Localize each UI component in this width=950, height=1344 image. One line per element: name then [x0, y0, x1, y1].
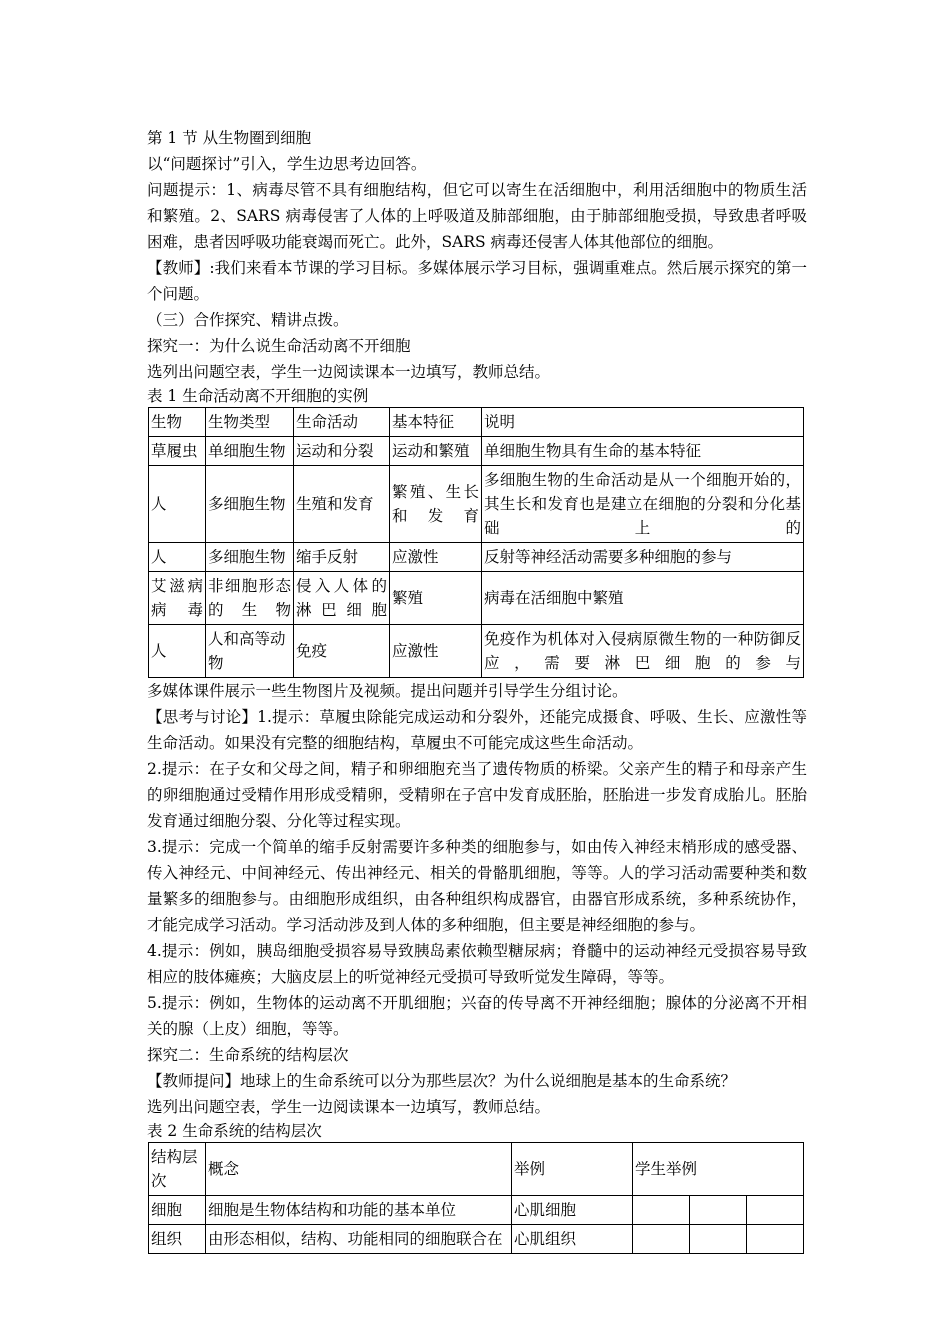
empty-cell: [633, 1196, 690, 1225]
table-header-cell: 基本特征: [390, 408, 482, 437]
table-cell: 细胞: [149, 1196, 206, 1225]
table-cell: 多细胞生物的生命活动是从一个细胞开始的，其生长和发育也是建立在细胞的分裂和分化基础上的: [482, 466, 804, 543]
intro-line: 以“问题探讨”引入，学生边思考边回答。: [147, 155, 427, 173]
table-cell: 组织: [149, 1225, 206, 1254]
table1: [148, 407, 804, 678]
table-row: [149, 625, 804, 678]
table2: [148, 1142, 804, 1254]
table-cell: 非细胞形态的生物: [206, 572, 294, 625]
table-row: [149, 466, 804, 543]
table-cell: 缩手反射: [294, 543, 390, 572]
table-row: [149, 543, 804, 572]
table-cell: 多细胞生物: [206, 466, 294, 543]
table-cell: 草履虫: [149, 437, 206, 466]
table-row: [149, 1225, 804, 1254]
discussion-5: 5.提示：例如，生物体的运动离不开肌细胞；兴奋的传导离不开神经细胞；腺体的分泌离不开相关的腺（上皮）细胞，等等。: [147, 994, 807, 1038]
table-cell: 心肌细胞: [512, 1196, 633, 1225]
explore-2-heading: 探究二：生命系统的结构层次: [147, 1046, 349, 1064]
empty-cell: [690, 1196, 747, 1225]
discussion-2: 2.提示：在子女和父母之间，精子和卵细胞充当了遗传物质的桥梁。父亲产生的精子和母亲产生的卵细胞通过受精作用形成受精卵，受精卵在子宫中发育成胚胎，胚胎进一步发育成胎儿。胚胎发育通过细胞分裂、分化等过程实现。: [147, 760, 807, 830]
table-cell: 单细胞生物具有生命的基本特征: [482, 437, 804, 466]
table-cell: 人: [149, 543, 206, 572]
table-header-row: [149, 1143, 804, 1196]
table2-caption: 表 2 生命系统的结构层次: [147, 1122, 322, 1140]
table-header-cell: 生物类型: [206, 408, 294, 437]
table-header-cell: 生物: [149, 408, 206, 437]
table-cell: 病毒在活细胞中繁殖: [482, 572, 804, 625]
table-cell: 免疫作为机体对入侵病原微生物的一种防御反应，需要淋巴细胞的参与: [482, 625, 804, 678]
empty-cell: [690, 1225, 747, 1254]
table-cell: 应激性: [390, 543, 482, 572]
teacher-note: 【教师】:我们来看本节课的学习目标。多媒体展示学习目标，强调重难点。然后展示探究的第一个问题。: [147, 259, 807, 303]
explore-1-heading: 探究一：为什么说生命活动离不开细胞: [147, 337, 411, 355]
table-cell: 繁殖: [390, 572, 482, 625]
table-cell: 应激性: [390, 625, 482, 678]
table-cell: 免疫: [294, 625, 390, 678]
discussion-4: 4.提示：例如，胰岛细胞受损容易导致胰岛素依赖型糖尿病；脊髓中的运动神经元受损容易导致相应的肢体瘫痪；大脑皮层上的听觉神经元受损可导致听觉发生障碍，等等。: [147, 942, 807, 986]
table-header-row: [149, 408, 804, 437]
empty-cell: [747, 1196, 804, 1225]
table-header-cell: 举例: [512, 1143, 633, 1196]
table-row: [149, 1196, 804, 1225]
table-cell: 繁殖、生长和发育: [390, 466, 482, 543]
table-cell: 侵入人体的淋巴细胞: [294, 572, 390, 625]
instruction-line-2: 选列出问题空表，学生一边阅读课本一边填写，教师总结。: [147, 1098, 551, 1116]
section-3-heading: （三）合作探究、精讲点拨。: [147, 311, 349, 329]
table-cell: 多细胞生物: [206, 543, 294, 572]
discussion-3: 3.提示：完成一个简单的缩手反射需要许多种类的细胞参与，如由传入神经末梢形成的感受器、传入神经元、中间神经元、传出神经元、相关的骨骼肌细胞，等等。人的学习活动需要种类和数量繁多的细胞参与。由细胞形成组织，由各种组织构成器官，由器官形成系统，多种系统协作，才能完成学习活动。学习活动涉及到人体的多种细胞，但主要是神经细胞的参与。: [147, 838, 807, 934]
table-cell: 由形态相似，结构、功能相同的细胞联合在: [206, 1225, 512, 1254]
table-cell: 单细胞生物: [206, 437, 294, 466]
table-cell: 生殖和发育: [294, 466, 390, 543]
teacher-question: 【教师提问】地球上的生命系统可以分为那些层次？为什么说细胞是基本的生命系统？: [147, 1072, 737, 1090]
table-cell: 反射等神经活动需要多种细胞的参与: [482, 543, 804, 572]
table-cell: 人和高等动物: [206, 625, 294, 678]
discussion-1: 【思考与讨论】1.提示：草履虫除能完成运动和分裂外，还能完成摄食、呼吸、生长、应激性等生命活动。如果没有完整的细胞结构，草履虫不可能完成这些生命活动。: [147, 708, 807, 752]
section-title: 第 1 节 从生物圈到细胞: [147, 129, 312, 147]
media-line: 多媒体课件展示一些生物图片及视频。提出问题并引导学生分组讨论。: [147, 682, 628, 700]
table-cell: 心肌组织: [512, 1225, 633, 1254]
table-cell: 运动和分裂: [294, 437, 390, 466]
table-header-cell: 结构层次: [149, 1143, 206, 1196]
table-row: [149, 437, 804, 466]
table-header-cell: 概念: [206, 1143, 512, 1196]
table-cell: 运动和繁殖: [390, 437, 482, 466]
table-header-cell: 学生举例: [633, 1143, 804, 1196]
table-cell: 艾滋病病毒: [149, 572, 206, 625]
table-row: [149, 572, 804, 625]
table-cell: 人: [149, 625, 206, 678]
empty-cell: [747, 1225, 804, 1254]
table1-caption: 表 1 生命活动离不开细胞的实例: [147, 387, 369, 405]
problem-hint: 问题提示：1、病毒尽管不具有细胞结构，但它可以寄生在活细胞中，利用活细胞中的物质生活和繁殖。2、SARS 病毒侵害了人体的上呼吸道及肺部细胞，由于肺部细胞受损，导致患者呼吸困难，患者因呼吸功能衰竭而死亡。此外，SARS 病毒还侵害人体其他部位的细胞。: [147, 181, 807, 251]
table-cell: 细胞是生物体结构和功能的基本单位: [206, 1196, 512, 1225]
table-header-cell: 说明: [482, 408, 804, 437]
table-header-cell: 生命活动: [294, 408, 390, 437]
empty-cell: [633, 1225, 690, 1254]
instruction-line: 选列出问题空表，学生一边阅读课本一边填写，教师总结。: [147, 363, 551, 381]
table-cell: 人: [149, 466, 206, 543]
document-page: [147, 125, 807, 1254]
